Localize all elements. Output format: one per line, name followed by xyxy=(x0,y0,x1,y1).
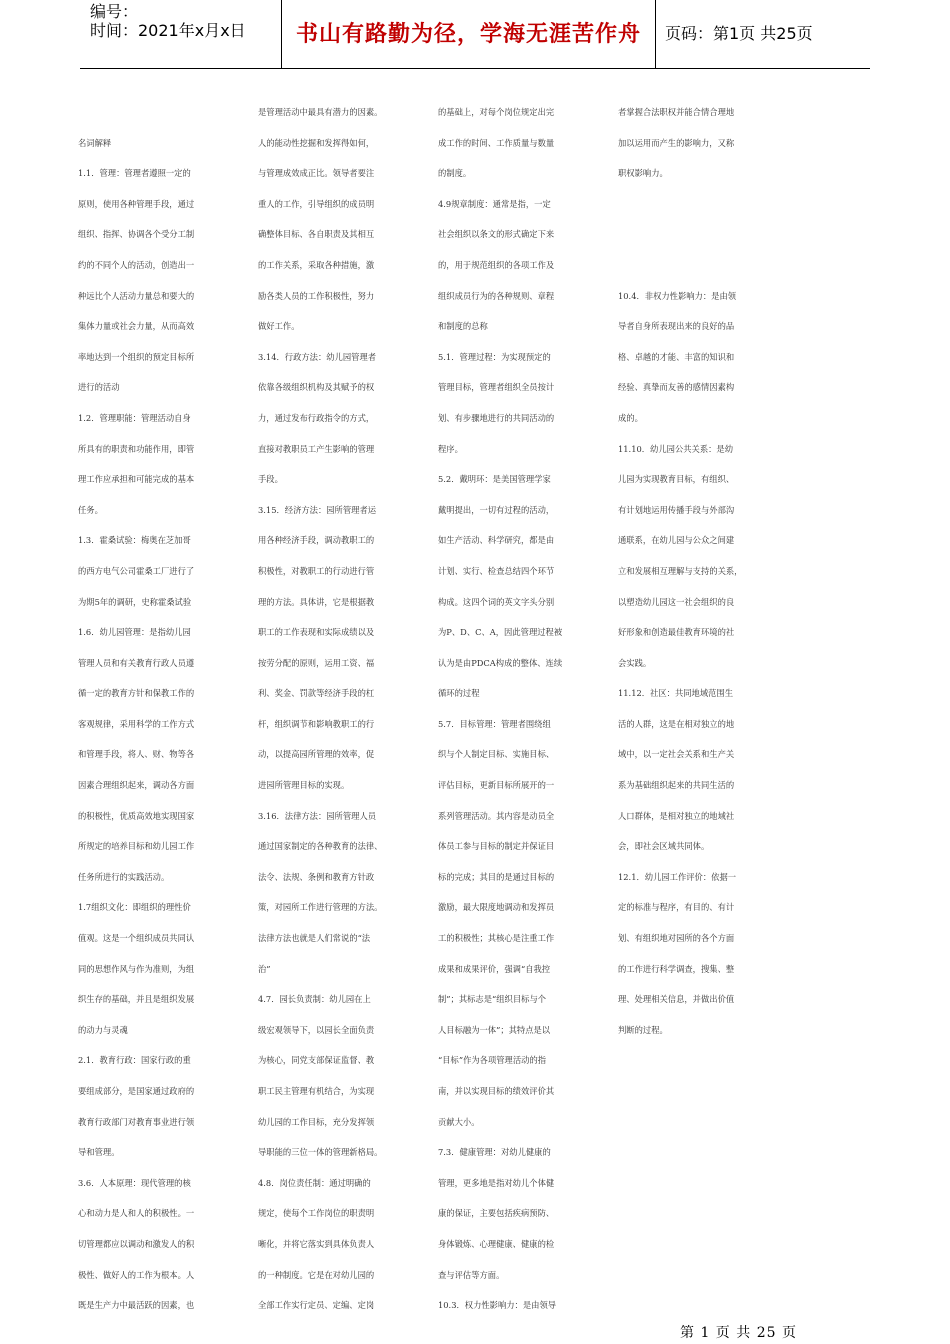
number-label: 编号： xyxy=(90,2,139,21)
text-line: 幼儿园的工作目标，充分发挥领 xyxy=(258,1116,375,1127)
text-line: 成果和成果评价，强调“自我控 xyxy=(438,963,551,974)
text-line: 织与个人制定目标、实施目标、 xyxy=(438,749,555,760)
text-line: 进行的活动 xyxy=(78,382,120,393)
text-line: 为核心，同党支部保证监督、教 xyxy=(258,1055,375,1066)
text-line: 导职能的三位一体的管理新格局。 xyxy=(258,1147,383,1158)
text-line: 的制度。 xyxy=(438,168,472,179)
text-line: 职工的工作表现和实际成绩以及 xyxy=(258,627,375,638)
time-label: 时间：2021年x月x日 xyxy=(90,21,246,40)
text-line: 定的标准与程序，有目的、有计 xyxy=(618,902,735,913)
text-line: 组织、指挥、协调各个受分工制 xyxy=(78,229,195,240)
text-line: 7.3．健康管理：对幼儿健康的 xyxy=(438,1147,551,1158)
text-line: 确整体目标、各自职责及其相互 xyxy=(258,229,375,240)
text-line: 者掌握合法职权并能合情合理地 xyxy=(618,107,735,117)
text-line: 做好工作。 xyxy=(258,321,300,332)
motto-text: 书山有路勤为径，学海无涯苦作舟 xyxy=(295,22,641,47)
text-line: 11.10．幼儿园公共关系：是幼 xyxy=(618,443,734,454)
text-line: 集体力量或社会力量，从而高效 xyxy=(78,321,195,332)
text-line: 法律方法也就是人们常说的“法 xyxy=(258,933,371,944)
header-motto-cell xyxy=(281,0,656,68)
text-line: 加以运用而产生的影响力，又称 xyxy=(618,137,735,148)
text-line: 人口群体，是相对独立的地域社 xyxy=(618,810,735,821)
text-line: 计划、实行、检查总结四个环节 xyxy=(438,565,555,576)
text-line: 如生产活动、科学研究，都是由 xyxy=(438,535,555,546)
text-line: 导者自身所表现出来的良好的品 xyxy=(618,321,735,332)
text-line: 成的。 xyxy=(618,412,643,423)
text-line: 因素合理组织起来，调动各方面 xyxy=(78,780,195,791)
text-line xyxy=(618,219,768,250)
text-line: 贡献大小。 xyxy=(438,1116,480,1127)
text-line: 所规定的培养目标和幼儿园工作 xyxy=(78,841,195,852)
text-line: 立和发展相互理解与支持的关系， xyxy=(618,565,743,576)
text-line: 管理人员和有关教育行政人员遵 xyxy=(78,657,195,668)
text-line: 构成。这四个词的英文字头分别 xyxy=(438,596,555,607)
text-line: 理的方法。具体讲，它是根据教 xyxy=(258,596,375,607)
document-header xyxy=(80,0,870,69)
text-line xyxy=(618,250,768,281)
text-line: 5.2．戴明环：是美国管理学家 xyxy=(438,474,551,485)
text-column-2 xyxy=(258,97,408,1321)
page-code: 页码：第1页 共25页 xyxy=(665,24,813,43)
header-page-cell xyxy=(655,0,870,68)
text-line: 制”；其标志是“组织目标与个 xyxy=(438,994,547,1005)
text-line: 查与评估等方面。 xyxy=(438,1269,505,1280)
text-line: 通联系，在幼儿园与公众之间建 xyxy=(618,535,735,546)
text-line: 划、有组织地对园所的各个方面 xyxy=(618,933,735,944)
text-line: 社会组织以条文的形式确定下来 xyxy=(438,229,555,240)
text-line: 1.2．管理职能：管理活动自身 xyxy=(78,412,191,423)
text-line: 的积极性，优质高效地实现国家 xyxy=(78,810,195,821)
text-line: 组织成员行为的各种规则、章程 xyxy=(438,290,555,301)
text-line: 戴明提出，一切有过程的活动， xyxy=(438,504,555,515)
text-line: 直接对教职员工产生影响的管理 xyxy=(258,443,375,454)
text-line: 既是生产力中最活跃的因素，也 xyxy=(78,1300,195,1311)
text-line: 程序。 xyxy=(438,443,463,454)
page-footer: 第 1 页 共 25 页 xyxy=(680,1325,797,1341)
text-column-1 xyxy=(78,97,228,1321)
text-line: 理工作应承担和可能完成的基本 xyxy=(78,474,195,485)
text-line: 康的保证，主要包括疾病预防、 xyxy=(438,1208,555,1219)
text-line: 同的思想作风与作为准则，为组 xyxy=(78,963,195,974)
text-line: 策，对园所工作进行管理的方法。 xyxy=(258,902,383,913)
text-line: 任务所进行的实践活动。 xyxy=(78,871,170,882)
text-line: 杆，组织调节和影响教职工的行 xyxy=(258,718,375,729)
text-line: 重人的工作，引导组织的成员明 xyxy=(258,198,375,209)
text-line: 任务。 xyxy=(78,504,103,515)
text-line: 励各类人员的工作积极性，努力 xyxy=(258,290,375,301)
text-line: 的动力与灵魂 xyxy=(78,1024,128,1035)
text-line: 人的能动性挖掘和发挥得如何， xyxy=(258,137,375,148)
text-line: 和管理手段，将人、财、物等各 xyxy=(78,749,195,760)
text-line: 的基础上，对每个岗位规定出完 xyxy=(438,107,555,117)
text-line: 2.1．教育行政：国家行政的重 xyxy=(78,1055,191,1066)
text-line: 职工民主管理有机结合，为实现 xyxy=(258,1086,375,1096)
text-line: 动，以提高园所管理的效率，促 xyxy=(258,749,375,760)
text-line: 域中，以一定社会关系和生产关 xyxy=(618,749,735,760)
text-line: 工的积极性；其核心是注重工作 xyxy=(438,933,555,944)
text-line: 5.1．管理过程：为实现预定的 xyxy=(438,351,551,362)
text-line: 3.14．行政方法：幼儿园管理者 xyxy=(258,351,377,362)
text-column-4 xyxy=(618,97,768,1045)
text-line: 心和动力是人和人的积极性。一 xyxy=(78,1208,195,1219)
text-line: 的一种制度。它是在对幼儿园的 xyxy=(258,1269,375,1280)
text-line: 评估目标，更新目标所展开的一 xyxy=(438,780,555,791)
text-line: 1.6．幼儿园管理：是指幼儿园 xyxy=(78,627,191,638)
header-meta-cell xyxy=(80,0,280,68)
text-line: 力，通过发布行政指令的方式， xyxy=(258,412,375,423)
text-line: 10.4．非权力性影响力：是由领 xyxy=(618,290,737,301)
text-line: 级宏观领导下，以园长全面负责 xyxy=(258,1024,375,1035)
text-line: 10.3．权力性影响力：是由领导 xyxy=(438,1300,557,1311)
text-line: “目标”作为各项管理活动的指 xyxy=(438,1055,547,1066)
text-line: 理、处理相关信息，并做出价值 xyxy=(618,994,735,1005)
text-line: 11.12．社区：共同地域范围生 xyxy=(618,688,734,699)
text-line: 循一定的教育方针和保教工作的 xyxy=(78,688,195,699)
text-line: 约的不同个人的活动，创造出一 xyxy=(78,259,195,270)
text-line: 标的完成；其目的是通过目标的 xyxy=(438,871,555,882)
text-line: 的工作进行科学调查，搜集、整 xyxy=(618,963,735,974)
text-line: 晰化，并将它落实到具体负责人 xyxy=(258,1238,375,1249)
text-line: 3.6．人本原理：现代管理的核 xyxy=(78,1177,191,1188)
text-line: 的工作关系，采取各种措施，激 xyxy=(258,259,375,270)
text-line: 体员工参与目标的制定并保证目 xyxy=(438,841,555,852)
text-line: 依靠各级组织机构及其赋予的权 xyxy=(258,382,375,393)
text-line: 原则，使用各种管理手段，通过 xyxy=(78,198,195,209)
text-line: 职权影响力。 xyxy=(618,168,668,179)
text-line xyxy=(618,189,768,220)
text-line: 为P、D、C、A，因此管理过程被 xyxy=(438,627,563,638)
text-line: 循环的过程 xyxy=(438,688,480,699)
text-line: 儿园为实现教育目标，有组织、 xyxy=(618,474,735,485)
text-line: 判断的过程。 xyxy=(618,1024,668,1035)
text-line: 系为基础组织起来的共同生活的 xyxy=(618,780,735,791)
text-line: 1.3．霍桑试验：梅奥在芝加哥 xyxy=(78,535,191,546)
text-line: 值观。这是一个组织成员共同认 xyxy=(78,933,195,944)
text-line: 4.8．岗位责任制：通过明确的 xyxy=(258,1177,371,1188)
text-line: 好形象和创造最佳教育环境的社 xyxy=(618,627,735,638)
text-line: 成工作的时间、工作质量与数量 xyxy=(438,137,555,148)
text-line: 所具有的职责和功能作用，即管 xyxy=(78,443,195,454)
text-line xyxy=(78,97,228,128)
text-line: 极性、做好人的工作为根本。人 xyxy=(78,1269,195,1280)
text-line: 切管理都应以调动和激发人的积 xyxy=(78,1238,195,1249)
text-line: 利、奖金、罚款等经济手段的杠 xyxy=(258,688,375,699)
text-line: 激励，最大限度地调动和发挥员 xyxy=(438,902,555,913)
text-line: 率地达到一个组织的预定目标所 xyxy=(78,351,195,362)
text-line: 5.7．目标管理：管理者围绕组 xyxy=(438,718,551,729)
text-line: 名词解释 xyxy=(78,137,112,148)
text-line: 经验、真挚而友善的感情因素构 xyxy=(618,382,735,393)
text-line: 要组成部分，是国家通过政府的 xyxy=(78,1086,195,1096)
text-line: 的，用于规范组织的各项工作及 xyxy=(438,259,555,270)
text-line: 积极性，对教职工的行动进行管 xyxy=(258,565,375,576)
text-line: 按劳分配的原则，运用工资、福 xyxy=(258,657,375,668)
text-line: 身体锻炼、心理健康、健康的检 xyxy=(438,1238,555,1249)
text-column-3 xyxy=(438,97,588,1321)
text-line: 3.15．经济方法：园所管理者运 xyxy=(258,504,377,515)
text-line: 系列管理活动。其内容是动员全 xyxy=(438,810,555,821)
text-line: 会实践。 xyxy=(618,657,652,668)
text-line: 会，即社会区域共同体。 xyxy=(618,841,710,852)
text-line: 认为是由PDCA构成的整体、连续 xyxy=(438,657,563,668)
text-line: 4.9规章制度：通常是指，一定 xyxy=(438,198,551,209)
text-line: 和制度的总称 xyxy=(438,321,488,332)
text-line: 导和管理。 xyxy=(78,1147,120,1158)
text-line: 4.7．园长负责制：幼儿园在上 xyxy=(258,994,371,1005)
text-line: 与管理成效成正比。领导者要注 xyxy=(258,168,375,179)
text-line: 是管理活动中最具有潜力的因素。 xyxy=(258,107,383,117)
text-line: 进园所管理目标的实现。 xyxy=(258,780,350,791)
text-line: 用各种经济手段，调动教职工的 xyxy=(258,535,375,546)
text-line: 规定，使每个工作岗位的职责明 xyxy=(258,1208,375,1219)
text-line: 手段。 xyxy=(258,474,283,485)
text-line: 1.7组织文化：即组织的理性价 xyxy=(78,902,191,913)
text-line: 管理目标，管理者组织全员按计 xyxy=(438,382,555,393)
text-line: 12.1．幼儿园工作评价：依据一 xyxy=(618,871,737,882)
text-line: 全部工作实行定员、定编、定岗 xyxy=(258,1300,375,1311)
text-line: 客观规律，采用科学的工作方式 xyxy=(78,718,195,729)
text-line: 格、卓越的才能、丰富的知识和 xyxy=(618,351,735,362)
text-line: 通过国家制定的各种教育的法律、 xyxy=(258,841,383,852)
text-line: 为期5年的调研，史称霍桑试验 xyxy=(78,596,192,607)
text-line: 管理，更多地是指对幼儿个体健 xyxy=(438,1177,555,1188)
text-line: 划、有步骤地进行的共同活动的 xyxy=(438,412,555,423)
text-line: 织生存的基础，并且是组织发展 xyxy=(78,994,195,1005)
text-line: 教育行政部门对教育事业进行领 xyxy=(78,1116,195,1127)
text-line: 有计划地运用传播手段与外部沟 xyxy=(618,504,735,515)
text-line: 3.16．法律方法：园所管理人员 xyxy=(258,810,377,821)
text-line: 法令、法规、条例和教育方针政 xyxy=(258,871,375,882)
text-line: 南，并以实现目标的绩效评价其 xyxy=(438,1086,555,1096)
text-line: 人目标融为一体”；其特点是以 xyxy=(438,1024,551,1035)
text-line: 的西方电气公司霍桑工厂进行了 xyxy=(78,565,195,576)
text-line: 活的人群，这是在相对独立的地 xyxy=(618,718,735,729)
text-line: 以塑造幼儿园这一社会组织的良 xyxy=(618,596,735,607)
text-line: 1.1．管理：管理者遵照一定的 xyxy=(78,168,191,179)
text-line: 治” xyxy=(258,963,271,974)
text-line: 种远比个人活动力量总和要大的 xyxy=(78,290,195,301)
